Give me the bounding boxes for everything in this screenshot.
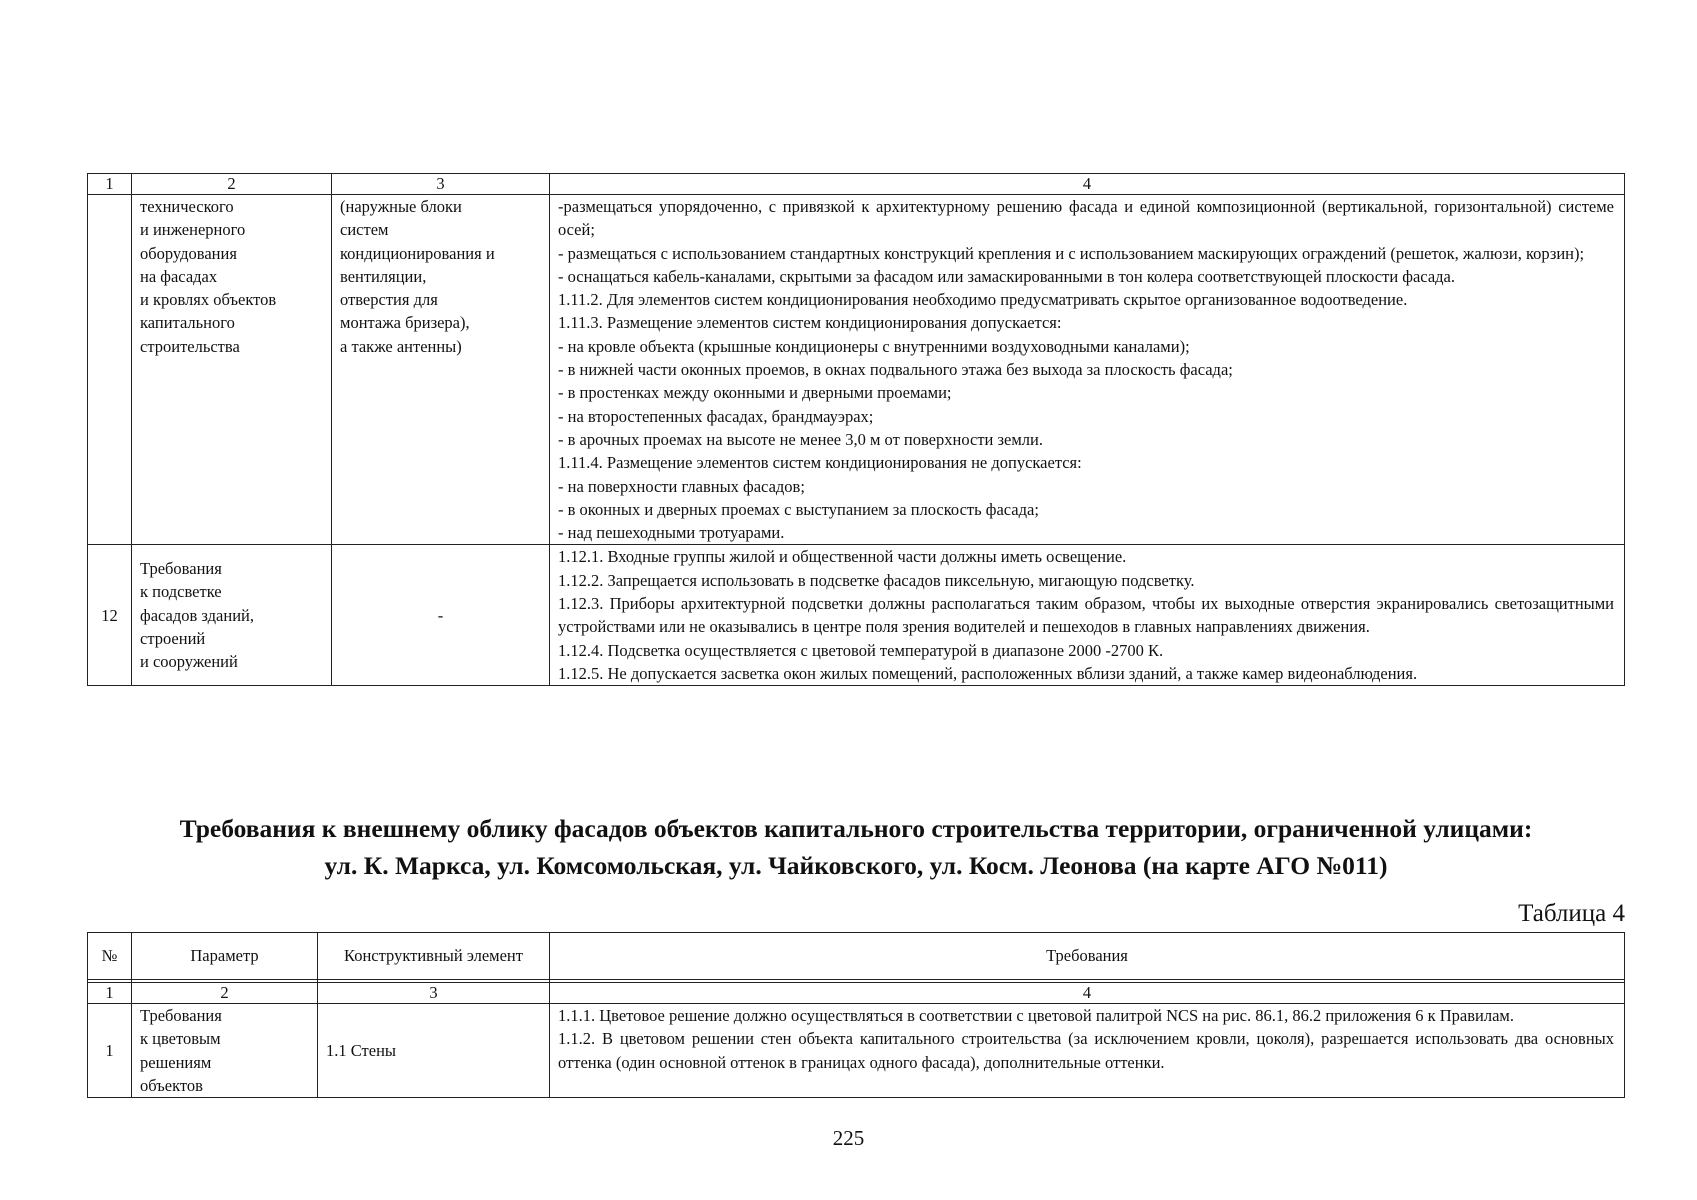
parameter-line: технического — [140, 197, 234, 216]
parameter-line: к цветовым — [140, 1029, 221, 1049]
requirements-cell — [550, 545, 1625, 686]
requirement-paragraph: 1.1.2. В цветовом решении стен объекта капитального строительства (за исключением кровли, цоколя), разрешается использовать два основных оттенка (один основной оттенок в границах одного фасада), дополнительные оттенки. — [558, 1029, 1614, 1072]
table-row — [88, 1004, 1625, 1098]
element-line: (наружные блоки — [340, 197, 462, 216]
parameter-line: фасадов зданий, — [140, 605, 254, 625]
requirement-paragraph: 1.11.4. Размещение элементов систем кондиционирования не допускается: — [558, 453, 1082, 473]
header-cell: 4 — [550, 174, 1625, 195]
header-cell: 2 — [132, 983, 318, 1004]
element-line: а также антенны) — [340, 336, 462, 356]
parameter-line: строительства — [140, 336, 240, 356]
requirement-paragraph: - на второстепенных фасадах, брандмауэрах; — [558, 406, 874, 426]
column-header: Конструктивный элемент — [318, 933, 550, 980]
row-number: 1 — [88, 1004, 132, 1098]
column-header: № — [88, 933, 132, 980]
parameter-line: на фасадах — [140, 266, 218, 286]
requirement-paragraph: 1.1.1. Цветовое решение должно осуществляться в соответствии с цветовой палитрой NCS на рис. 86.1, 86.2 приложения 6 к Правилам. — [558, 1006, 1514, 1025]
parameter-cell — [132, 545, 332, 686]
requirement-paragraph: 1.12.1. Входные группы жилой и общественной части должны иметь освещение. — [558, 547, 1127, 567]
requirement-paragraph: - над пешеходными тротуарами. — [558, 523, 785, 543]
parameter-line: и инженерного — [140, 220, 246, 240]
parameter-line: и кровлях объектов — [140, 290, 277, 310]
requirements-cell — [550, 1004, 1625, 1098]
requirement-paragraph: - оснащаться кабель-каналами, скрытыми за фасадом или замаскированными в тон колера соответствующей плоскости фасада. — [558, 266, 1455, 286]
header-cell: 3 — [318, 983, 550, 1004]
requirement-paragraph: - в нижней части оконных проемов, в окнах подвального этажа без выхода за плоскость фасада; — [558, 360, 1233, 380]
table-column-header-row — [88, 933, 1625, 980]
parameter-cell — [132, 1004, 318, 1098]
parameter-line: строений — [140, 628, 206, 648]
table-4 — [87, 932, 1625, 1098]
row-number — [88, 195, 132, 545]
section-title-line: Требования к внешнему облику фасадов объектов капитального строительства территории, ограниченной улицами: — [179, 814, 1533, 843]
parameter-line: капитального — [140, 313, 235, 333]
header-cell: 1 — [88, 983, 132, 1004]
parameter-line: Требования — [140, 1006, 222, 1025]
section-title-line: ул. К. Маркса, ул. Комсомольская, ул. Чайковского, ул. Косм. Леонова (на карте АГО №011) — [324, 851, 1388, 880]
parameter-cell — [132, 195, 332, 545]
requirement-paragraph: 1.12.2. Запрещается использовать в подсветке фасадов пиксельную, мигающую подсветку. — [558, 570, 1195, 590]
element-line: кондиционирования и — [340, 243, 495, 263]
table-label: Таблица 4 — [1518, 900, 1625, 927]
parameter-line: Требования — [140, 559, 222, 579]
table-header-row — [88, 174, 1625, 195]
element-cell: - — [332, 545, 550, 686]
requirement-paragraph: - размещаться с использованием стандартных конструкций крепления и с использованием маскирующих ограждений (решеток, жалюзи, корзин); — [558, 243, 1585, 263]
column-header: Требования — [550, 933, 1625, 980]
parameter-line: и сооружений — [140, 652, 238, 672]
element-line: вентиляции, — [340, 266, 427, 286]
requirement-paragraph: - в оконных и дверных проемах с выступанием за плоскость фасада; — [558, 499, 1039, 519]
requirement-paragraph: 1.12.5. Не допускается засветка окон жилых помещений, расположенных вблизи зданий, а также камер видеонаблюдения. — [558, 663, 1418, 683]
header-cell: 3 — [332, 174, 550, 195]
table-row — [88, 545, 1625, 686]
requirement-paragraph: - на кровле объекта (крышные кондиционеры с внутренними воздуховодными каналами); — [558, 336, 1190, 356]
element-line: монтажа бризера), — [340, 313, 470, 333]
parameter-line: к подсветке — [140, 582, 222, 602]
column-header: Параметр — [132, 933, 318, 980]
header-cell: 2 — [132, 174, 332, 195]
requirement-paragraph: 1.11.3. Размещение элементов систем кондиционирования допускается: — [558, 313, 1062, 333]
section-title — [80, 810, 1632, 884]
row-number: 12 — [88, 545, 132, 686]
requirement-paragraph: - на поверхности главных фасадов; — [558, 476, 805, 496]
element-cell: 1.1 Стены — [318, 1004, 550, 1098]
requirement-paragraph: 1.12.4. Подсветка осуществляется с цветовой температурой в диапазоне 2000 -2700 К. — [558, 640, 1164, 660]
parameter-line: объектов — [140, 1075, 203, 1095]
requirement-paragraph: -размещаться упорядоченно, с привязкой к архитектурному решению фасада и единой композиционной (вертикальной, горизонтальной) системе осей; — [558, 197, 1614, 240]
element-line: систем — [340, 220, 389, 240]
header-cell: 4 — [550, 983, 1625, 1004]
requirement-paragraph: - в простенках между оконными и дверными проемами; — [558, 383, 952, 403]
table-header-row — [88, 983, 1625, 1004]
parameter-line: решениям — [140, 1052, 212, 1072]
parameter-line: оборудования — [140, 243, 237, 263]
element-cell — [332, 195, 550, 545]
requirement-paragraph: - в арочных проемах на высоте не менее 3,0 м от поверхности земли. — [558, 429, 1043, 449]
requirements-cell — [550, 195, 1625, 545]
requirement-paragraph: 1.11.2. Для элементов систем кондиционирования необходимо предусматривать скрытое организованное водоотведение. — [558, 290, 1408, 310]
table-row — [88, 195, 1625, 545]
header-cell: 1 — [88, 174, 132, 195]
element-line: отверстия для — [340, 290, 438, 310]
page-number: 225 — [832, 1126, 865, 1150]
continuation-table — [87, 173, 1625, 686]
requirement-paragraph: 1.12.3. Приборы архитектурной подсветки должны располагаться таким образом, чтобы их выходные отверстия экранировались светозащитными устройствами или не оказывались в центре поля зрения водителей и пешеходов в главных направлениях движения. — [558, 594, 1614, 637]
